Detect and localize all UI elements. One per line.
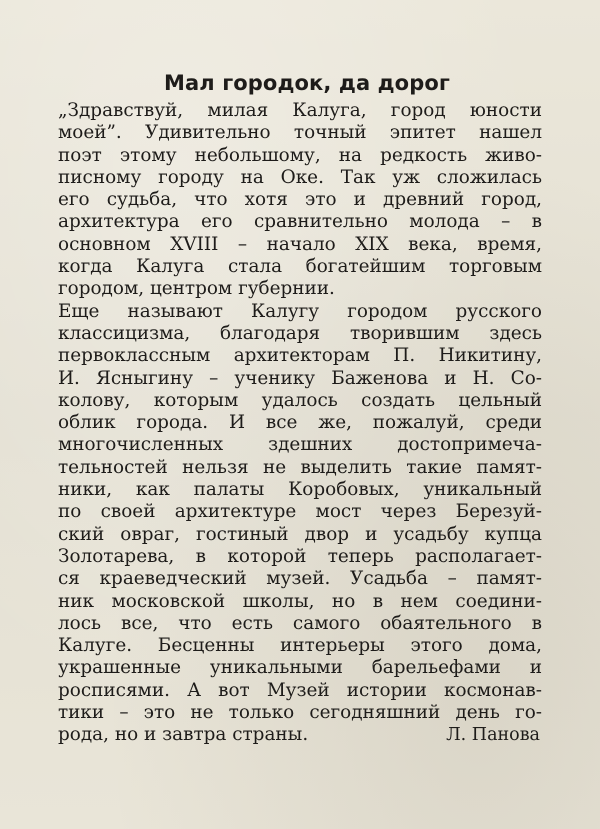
paragraph-1 [58,100,542,301]
text-line: многочисленных здешних достопримеча- [58,434,542,456]
closing-row [58,724,542,746]
article-title: Мал городок, да дорог [164,71,450,95]
text-line: тики – это не только сегодняшний день го- [58,702,542,724]
text-line: основном XVIII – начало XIX века, время, [58,233,542,255]
text-line: украшенные уникальными барельефами и [58,657,542,679]
paragraph-2 [58,301,542,747]
author-signature: Л. Панова [446,725,540,746]
text-line: ский овраг, гостиный двор и усадьбу купца [58,523,542,545]
text-line: поэт этому небольшому, на редкость живо- [58,144,542,166]
text-line: его судьба, что хотя это и древний город, [58,189,542,211]
text-line: ся краеведческий музей. Усадьба – памят- [58,568,542,590]
text-line: росписями. А вот Музей истории космонав- [58,679,542,701]
text-line: писному городу на Оке. Так уж сложилась [58,166,542,188]
text-line: архитектура его сравнительно молода – в [58,211,542,233]
text-line: городом, центром губернии. [58,278,335,300]
text-line: моей”. Удивительно точный эпитет нашел [58,122,542,144]
text-line: колову, которым удалось создать цельный [58,389,542,411]
text-line: И. Ясныгину – ученику Баженова и Н. Со- [58,367,542,389]
text-line: рода, но и завтра страны. [58,724,309,746]
text-line: ник московской школы, но в нем соедини- [58,590,542,612]
text-line: Золотарева, в которой теперь располагает- [58,545,542,567]
text-line: Еще называют Калугу городом русского [58,300,542,322]
text-line: тельностей нельзя не выделить такие памят- [58,456,542,478]
text-line: первоклассным архитекторам П. Никитину, [58,345,542,367]
text-line: облик города. И все же, пожалуй, среди [58,412,542,434]
text-line: Калуге. Бесценны интерьеры этого дома, [58,635,542,657]
text-line: лось все, что есть самого обаятельного в [58,612,542,634]
text-line: классицизма, благодаря творившим здесь [58,322,542,344]
text-line: когда Калуга стала богатейшим торговым [58,256,542,278]
text-line: „Здравствуй, милая Калуга, город юности [58,100,542,121]
text-line: ники, как палаты Коробовых, уникальный [58,479,542,501]
text-line: по своей архитектуре мост через Березуй- [58,501,542,523]
article [58,68,542,747]
